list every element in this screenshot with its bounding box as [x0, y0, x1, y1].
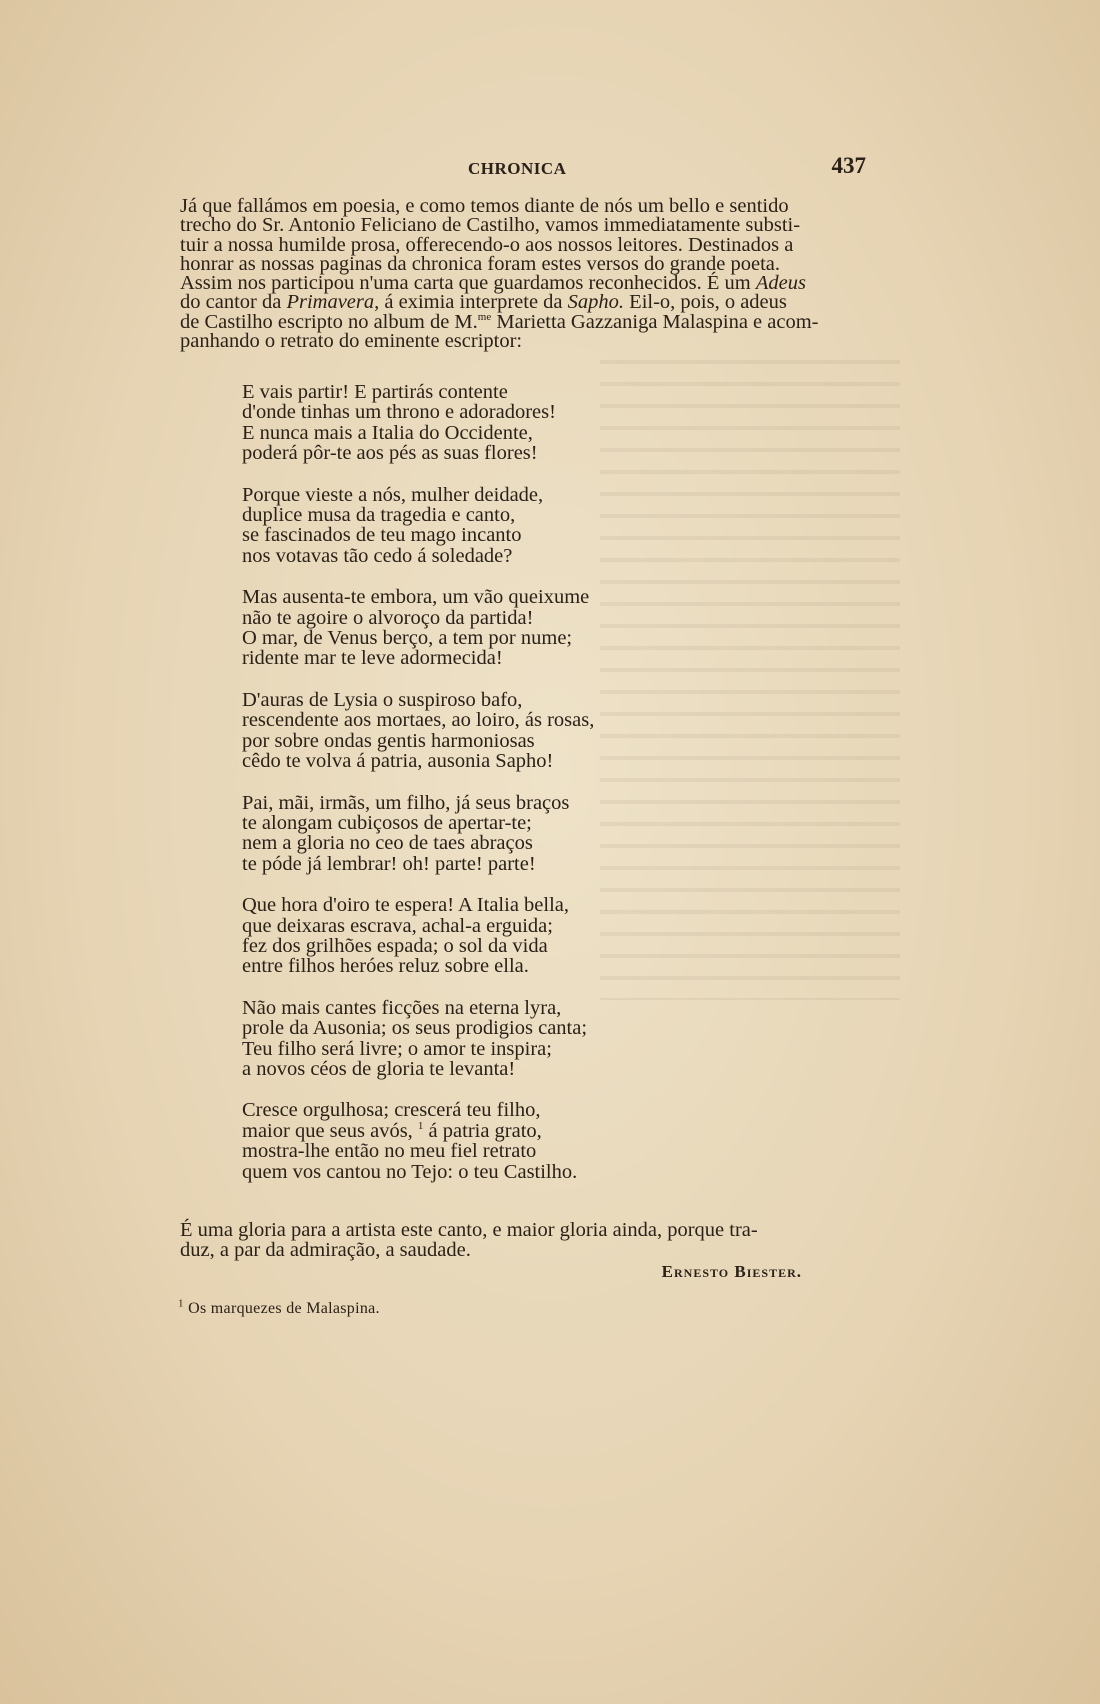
- poem-stanza: [242, 998, 662, 1080]
- poem-line: quem vos cantou no Tejo: o teu Castilho.: [242, 1160, 578, 1183]
- intro-line: honrar as nossas paginas da chronica foram estes versos do grande poeta.: [180, 252, 780, 275]
- poem-line: maior que seus avós, $^1$ á patria grato,: [242, 1119, 542, 1142]
- poem-stanza: [242, 1100, 662, 1182]
- poem-line: E vais partir! E partirás contente: [242, 381, 508, 403]
- intro-line: tuir a nossa humilde prosa, offerecendo-o aos nossos leitores. Destinados a: [180, 233, 794, 256]
- intro-line: de Castilho escripto no album de M.$^{me}$ Marietta Gazzaniga Malaspina e acom-: [180, 310, 819, 333]
- poem-line: Pai, mãi, irmãs, um filho, já seus braços: [242, 791, 570, 814]
- poem-line: Mas ausenta-te embora, um vão queixume: [242, 586, 590, 609]
- poem-line: te póde já lembrar! oh! parte! parte!: [242, 852, 536, 875]
- poem-line: rescendente aos mortaes, ao loiro, ás rosas,: [242, 709, 595, 732]
- poem-line: E nunca mais a Italia do Occidente,: [242, 421, 533, 444]
- footnote-marker: 1: [178, 1297, 184, 1310]
- footnote: [178, 1297, 380, 1318]
- poem-line: nos votavas tão cedo á soledade?: [242, 544, 513, 567]
- poem-line: a novos céos de gloria te levanta!: [242, 1057, 516, 1080]
- poem-line: te alongam cubiçosos de apertar-te;: [242, 811, 532, 834]
- poem-line: duplice musa da tragedia e canto,: [242, 504, 516, 527]
- poem-line: não te agoire o alvoroço da partida!: [242, 606, 534, 629]
- poem-stanza: [242, 690, 662, 772]
- poem-line: d'onde tinhas um throno e adoradores!: [242, 401, 556, 424]
- running-head: CHRONICA: [468, 159, 567, 178]
- closing-line: É uma gloria para a artista este canto, e maior gloria ainda, porque tra-: [180, 1219, 758, 1241]
- closing-paragraph: [158, 1220, 866, 1260]
- poem-line: O mar, de Venus berço, a tem por nume;: [242, 627, 573, 650]
- intro-line: panhando o retrato do eminente escriptor:: [180, 330, 523, 353]
- italic-sapho: Sapho.: [567, 291, 625, 314]
- closing-line: duz, a par da admiração, a saudade.: [180, 1239, 471, 1261]
- intro-line: do cantor da Primavera, á eximia interprete da Sapho. Eil-o, pois, o adeus: [180, 291, 787, 314]
- poem-line: prole da Ausonia; os seus prodigios canta;: [242, 1017, 588, 1040]
- intro-paragraph: [158, 197, 866, 351]
- poem-line: mostra-lhe então no meu fiel retrato: [242, 1140, 537, 1163]
- poem-stanza: [242, 793, 662, 875]
- intro-line: Assim nos participou n'uma carta que guardamos reconhecidos. É um Adeus: [180, 272, 806, 295]
- intro-line: Já que fallámos em poesia, e como temos diante de nós um bello e sentido: [180, 195, 789, 217]
- poem: [242, 382, 662, 1203]
- poem-line: D'auras de Lysia o suspiroso bafo,: [242, 688, 523, 711]
- poem-line: fez dos grilhões espada; o sol da vida: [242, 934, 548, 957]
- italic-primavera: Primavera,: [286, 291, 380, 314]
- footnote-reference: 1: [417, 1119, 424, 1132]
- poem-line: Que hora d'oiro te espera! A Italia bella,: [242, 894, 570, 917]
- poem-line: nem a gloria no ceo de taes abraços: [242, 832, 533, 855]
- poem-line: Porque vieste a nós, mulher deidade,: [242, 483, 544, 506]
- poem-line: ridente mar te leve adormecida!: [242, 647, 503, 670]
- poem-line: Teu filho será livre; o amor te inspira;: [242, 1037, 552, 1060]
- poem-stanza: [242, 587, 662, 669]
- footnote-text: Os marquezes de Malaspina.: [183, 1300, 380, 1317]
- poem-line: poderá pôr-te aos pés as suas flores!: [242, 442, 538, 465]
- poem-line: por sobre ondas gentis harmoniosas: [242, 729, 535, 752]
- poem-stanza: [242, 382, 662, 464]
- poem-line: se fascinados de teu mago incanto: [242, 524, 522, 547]
- author-signature: Ernesto Biester.: [661, 1262, 802, 1281]
- poem-stanza: [242, 895, 662, 977]
- poem-line: Cresce orgulhosa; crescerá teu filho,: [242, 1099, 541, 1122]
- italic-adeus: Adeus: [755, 272, 806, 295]
- page-number: 437: [831, 153, 866, 178]
- intro-line: trecho do Sr. Antonio Feliciano de Castilho, vamos immediatamente substi-: [180, 214, 801, 237]
- poem-line: Não mais cantes ficções na eterna lyra,: [242, 996, 562, 1019]
- page-header: [160, 155, 866, 187]
- poem-stanza: [242, 485, 662, 567]
- poem-line: que deixaras escrava, achal-a erguida;: [242, 914, 553, 937]
- poem-line: cêdo te volva á patria, ausonia Sapho!: [242, 750, 554, 773]
- poem-line: entre filhos heróes reluz sobre ella.: [242, 955, 529, 978]
